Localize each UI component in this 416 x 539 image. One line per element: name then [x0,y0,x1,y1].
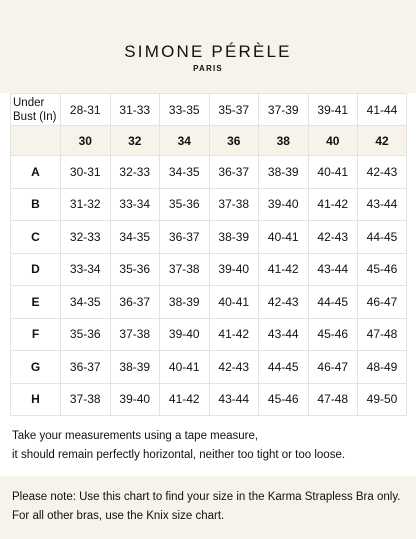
under-bust-cell: 37-39 [259,94,309,126]
size-cell: 36-37 [160,221,210,254]
cup-label: E [11,286,61,319]
size-cell: 37-38 [61,383,111,416]
cup-label: C [11,221,61,254]
size-cell: 43-44 [209,383,259,416]
cup-label: F [11,318,61,351]
size-cell: 40-41 [209,286,259,319]
size-cell: 45-46 [358,253,407,286]
size-cell: 39-40 [110,383,160,416]
measurement-instructions [12,427,408,465]
band-size-cell: 40 [308,126,358,156]
size-cell: 31-32 [61,188,111,221]
cup-row [11,318,407,351]
cup-row [11,221,407,254]
size-cell: 33-34 [110,188,160,221]
size-cell: 38-39 [110,351,160,384]
size-cell: 41-42 [160,383,210,416]
size-cell: 40-41 [308,156,358,189]
size-cell: 37-38 [209,188,259,221]
band-size-cell: 30 [61,126,111,156]
under-bust-cell: 41-44 [358,94,407,126]
cup-label: A [11,156,61,189]
size-cell: 44-45 [358,221,407,254]
cup-label: D [11,253,61,286]
band-size-cell: 32 [110,126,160,156]
size-cell: 32-33 [61,221,111,254]
under-bust-label: Under Bust (In) [11,94,61,126]
size-cell: 46-47 [308,351,358,384]
size-cell: 35-36 [61,318,111,351]
cup-row [11,253,407,286]
cup-label: B [11,188,61,221]
size-cell: 35-36 [110,253,160,286]
size-cell: 43-44 [308,253,358,286]
cup-row [11,286,407,319]
footer-note [0,476,416,539]
size-cell: 39-40 [209,253,259,286]
size-cell: 40-41 [259,221,309,254]
band-size-cell: 42 [358,126,407,156]
cup-row [11,156,407,189]
size-cell: 38-39 [259,156,309,189]
size-cell: 45-46 [259,383,309,416]
size-cell: 33-34 [61,253,111,286]
cup-label: G [11,351,61,384]
band-size-cell: 34 [160,126,210,156]
cup-row [11,351,407,384]
size-cell: 37-38 [110,318,160,351]
brand-header [0,0,416,93]
brand-logo: SIMONE PÉRÈLE [124,42,292,61]
size-cell: 49-50 [358,383,407,416]
size-cell: 34-35 [160,156,210,189]
size-cell: 36-37 [110,286,160,319]
size-chart-table [10,93,407,416]
size-cell: 39-40 [259,188,309,221]
size-cell: 41-42 [308,188,358,221]
under-bust-row [11,94,407,126]
size-cell: 36-37 [209,156,259,189]
size-cell: 44-45 [259,351,309,384]
under-bust-cell: 35-37 [209,94,259,126]
size-cell: 43-44 [259,318,309,351]
size-cell: 38-39 [160,286,210,319]
under-bust-cell: 31-33 [110,94,160,126]
instruction-line: Take your measurements using a tape measure, [12,430,259,442]
size-cell: 38-39 [209,221,259,254]
size-cell: 45-46 [308,318,358,351]
footer-line: For all other bras, use the Knix size chart. [12,510,225,522]
size-cell: 32-33 [110,156,160,189]
size-cell: 48-49 [358,351,407,384]
under-bust-cell: 28-31 [61,94,111,126]
size-cell: 47-48 [358,318,407,351]
band-size-cell: 36 [209,126,259,156]
cup-row [11,383,407,416]
cup-row [11,188,407,221]
size-cell: 47-48 [308,383,358,416]
size-cell: 42-43 [209,351,259,384]
under-bust-cell: 33-35 [160,94,210,126]
size-cell: 34-35 [61,286,111,319]
size-cell: 42-43 [358,156,407,189]
band-size-row [11,126,407,156]
size-cell: 42-43 [308,221,358,254]
band-size-corner [11,126,61,156]
size-cell: 41-42 [259,253,309,286]
size-cell: 34-35 [110,221,160,254]
size-cell: 46-47 [358,286,407,319]
band-size-cell: 38 [259,126,309,156]
instruction-line: it should remain perfectly horizontal, neither too tight or too loose. [12,449,346,461]
size-cell: 41-42 [209,318,259,351]
size-cell: 40-41 [160,351,210,384]
size-cell: 35-36 [160,188,210,221]
size-cell: 42-43 [259,286,309,319]
cup-label: H [11,383,61,416]
size-cell: 30-31 [61,156,111,189]
size-cell: 36-37 [61,351,111,384]
size-cell: 39-40 [160,318,210,351]
footer-line: Please note: Use this chart to find your size in the Karma Strapless Bra only. [12,491,401,503]
size-cell: 37-38 [160,253,210,286]
brand-city: PARIS [193,64,223,73]
size-cell: 44-45 [308,286,358,319]
under-bust-cell: 39-41 [308,94,358,126]
size-cell: 43-44 [358,188,407,221]
